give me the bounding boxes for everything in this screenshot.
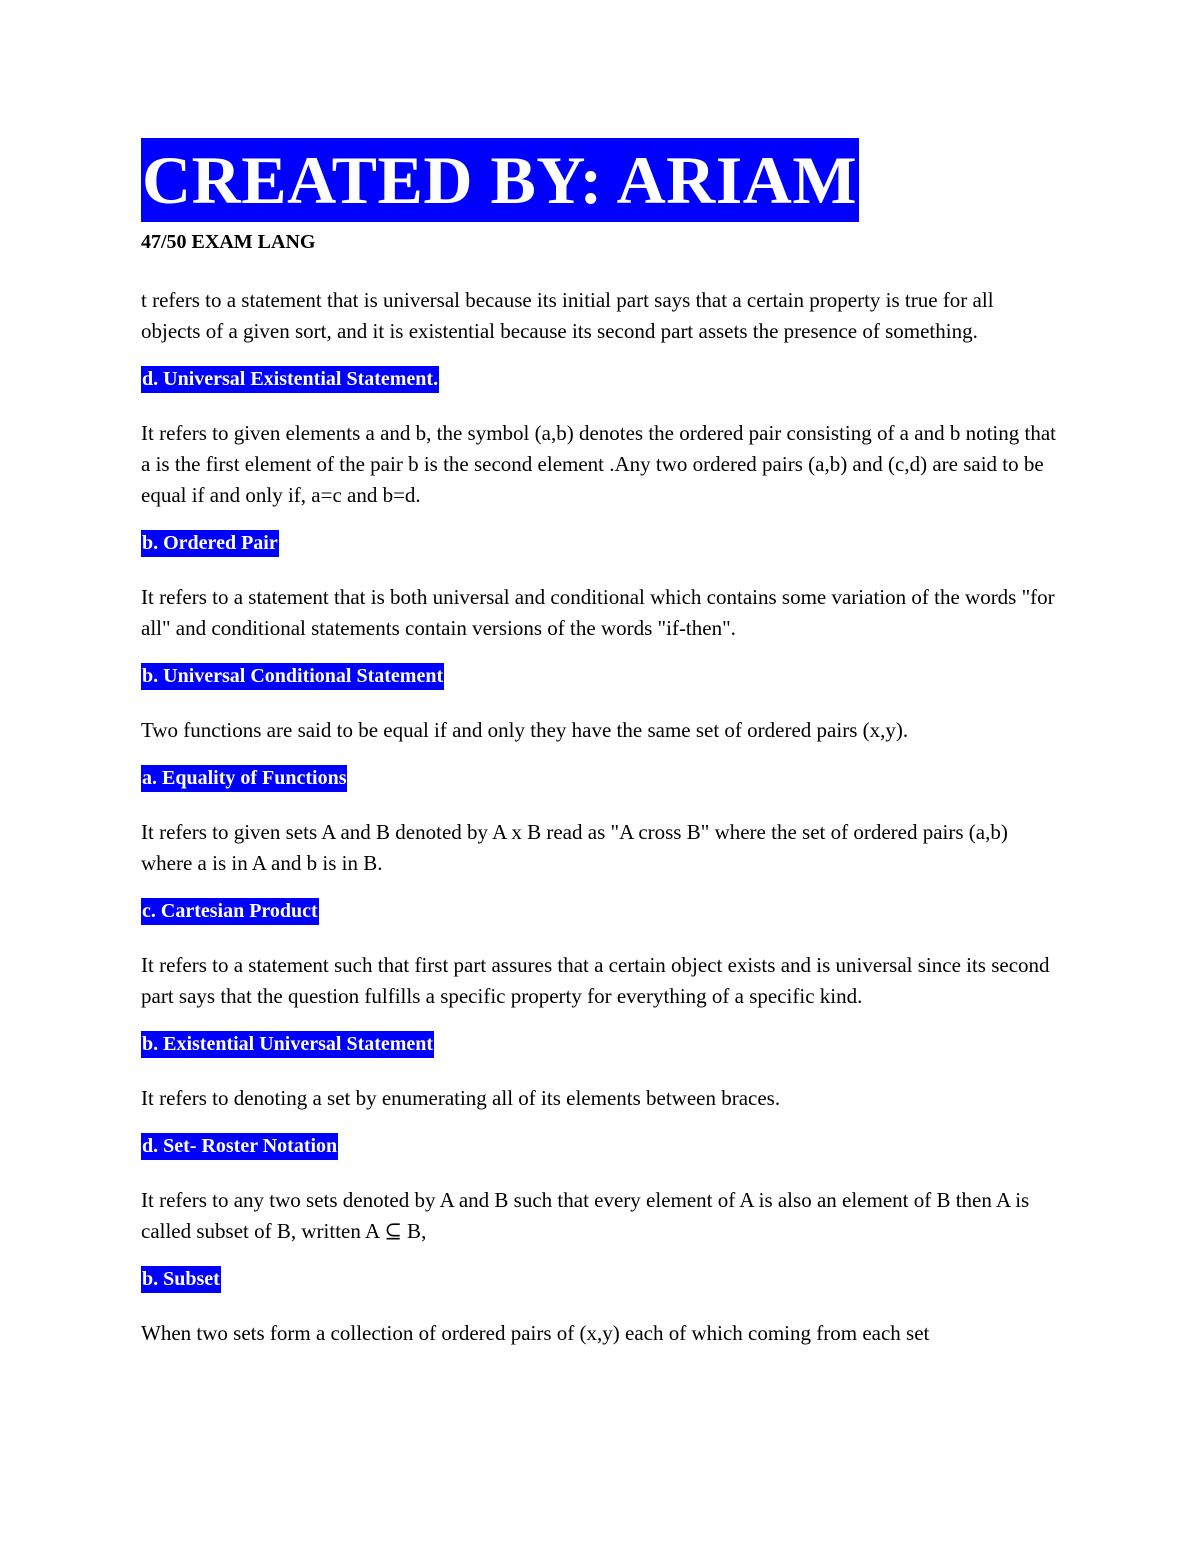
question-5: It refers to given sets A and B denoted by A x B read as "A cross B" where the set of ordered pairs (a,b) where a is in A and b is in B. bbox=[141, 820, 1008, 875]
question-6: It refers to a statement such that first part assures that a certain object exists and is universal since its second part says that the question fulfills a specific property for everything of a specific kind. bbox=[141, 953, 1050, 1008]
answer-1: d. Universal Existential Statement. bbox=[141, 366, 439, 393]
question-2: It refers to given elements a and b, the symbol (a,b) denotes the ordered pair consisting of a and b noting that a is the first element of the pair b is the second element .Any two ordered pairs (a,b) and (c,d) are said to be equal if and only if, a=c and b=d. bbox=[141, 421, 1056, 507]
document-title: CREATED BY: ARIAM bbox=[141, 138, 859, 222]
question-1: t refers to a statement that is universal because its initial part says that a certain property is true for all objects of a given sort, and it is existential because its second part assets the presence of something. bbox=[141, 288, 994, 343]
document-subtitle: 47/50 EXAM LANG bbox=[141, 231, 316, 253]
answer-7: d. Set- Roster Notation bbox=[141, 1133, 338, 1160]
answer-4: a. Equality of Functions bbox=[141, 765, 347, 792]
question-3: It refers to a statement that is both universal and conditional which contains some variation of the words "for all" and conditional statements contain versions of the words "if-then". bbox=[141, 585, 1055, 640]
question-8: It refers to any two sets denoted by A and B such that every element of A is also an element of B then A is called subset of B, written A ⊆ B, bbox=[141, 1188, 1030, 1243]
answer-6: b. Existential Universal Statement bbox=[141, 1031, 434, 1058]
answer-3: b. Universal Conditional Statement bbox=[141, 663, 444, 690]
question-4: Two functions are said to be equal if and only they have the same set of ordered pairs (x,y). bbox=[141, 718, 909, 742]
answer-8: b. Subset bbox=[141, 1266, 221, 1293]
answer-5: c. Cartesian Product bbox=[141, 898, 319, 925]
answer-2: b. Ordered Pair bbox=[141, 530, 279, 557]
question-7: It refers to denoting a set by enumerating all of its elements between braces. bbox=[141, 1086, 781, 1110]
question-9: When two sets form a collection of ordered pairs of (x,y) each of which coming from each set bbox=[141, 1321, 930, 1345]
document-page bbox=[141, 138, 1071, 1349]
